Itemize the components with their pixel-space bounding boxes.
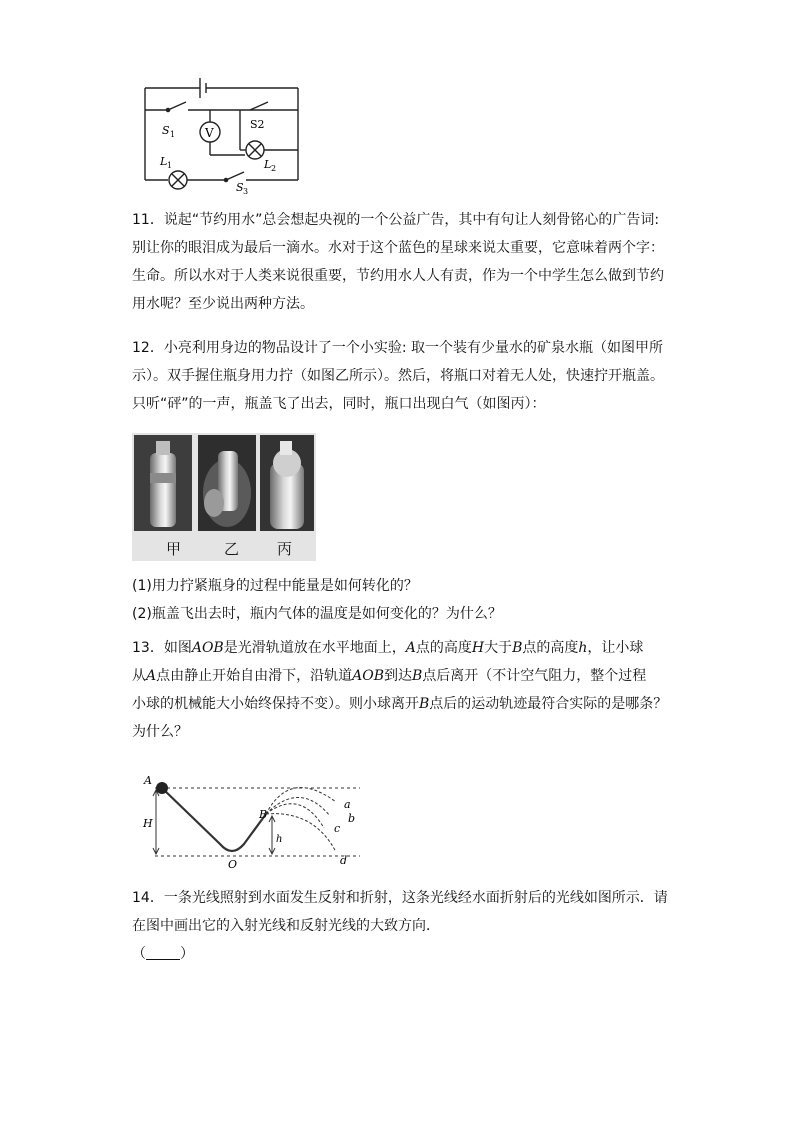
s1-sub: 1 [170,130,176,139]
s3-sub: 3 [243,187,249,195]
q14-line-2: 在图中画出它的入射光线和反射光线的大致方向． [132,918,440,934]
question-12-subs [132,572,672,628]
q11-line-4: 用水呢？至少说出两种方法。 [132,296,314,312]
q12-line-1: 12．小亮利用身边的物品设计了一个小实验: 取一个装有少量水的矿泉水瓶（如图甲所 [132,340,663,356]
q11-line-2: 别让你的眼泪成为最后一滴水。水对于这个蓝色的星球来说太重要，它意味着两个字： [132,240,664,256]
q11-line-3: 生命。所以水对于人类来说很重要，节约用水人人有责，作为一个中学生怎么做到节约 [132,268,664,284]
question-14 [132,884,672,968]
q13-line-2: 从A点由静止开始自由滑下，沿轨道AOB到达B点后离开（不计空气阻力，整个过程 [132,668,647,684]
q12-line-3: 只听“砰”的一声，瓶盖飞了出去，同时，瓶口出现白气（如图丙）： [132,396,546,412]
label-curve-c: c [334,822,341,835]
q12-sub-1: (1)用力拧紧瓶身的过程中能量是如何转化的？ [132,578,418,594]
q13-line-4: 为什么？ [132,724,188,740]
label-curve-d: d [340,854,348,867]
l1-sub: 1 [167,161,173,170]
q14-line-1: 14．一条光线照射到水面发生反射和折射，这条光线经水面折射后的光线如图所示．请 [132,890,668,906]
label-curve-a: a [344,798,351,811]
question-11 [132,206,672,318]
photo-label-bing: 丙 [277,540,293,558]
l2-label: L [264,158,272,171]
label-h-small: h [276,834,283,845]
l2-sub: 2 [271,164,277,173]
q13-line-1: 13．如图AOB是光滑轨道放在水平地面上，A点的高度H大于B点的高度h，让小球 [132,640,644,656]
label-o-point: O [228,858,238,871]
label-b-point: B [259,808,268,821]
s1-label: S [162,124,170,137]
label-curve-b: b [348,812,356,825]
question-13 [132,634,672,746]
label-a-point: A [144,774,152,787]
label-h-big: H [143,817,153,830]
circuit-diagram [140,70,310,195]
s3-label: S [236,181,244,194]
photo-label-yi: 乙 [224,540,240,558]
s2-label: S2 [250,118,265,131]
q13-line-3: 小球的机械能大小始终保持不变）。则小球离开B点后的运动轨迹最符合实际的是哪条？ [132,696,668,712]
q12-line-2: 示）。双手握住瓶身用力拧（如图乙所示）。然后，将瓶口对着无人处，快速拧开瓶盖。 [132,368,664,384]
voltmeter-label: V [205,126,214,140]
q11-line-1: 11．说起“节约用水”总会想起央视的一个公益广告，其中有句让人刻骨铭心的广告词: [132,212,660,228]
l1-label: L [160,155,168,168]
q14-answer-blank[interactable]: （ ） [132,940,672,968]
answer-blank-line[interactable] [146,943,180,960]
question-12 [132,334,672,418]
photo-label-jia: 甲 [166,540,182,558]
q12-sub-2: (2)瓶盖飞出去时，瓶内气体的温度是如何变化的？为什么？ [132,606,502,622]
track-diagram [140,772,370,872]
